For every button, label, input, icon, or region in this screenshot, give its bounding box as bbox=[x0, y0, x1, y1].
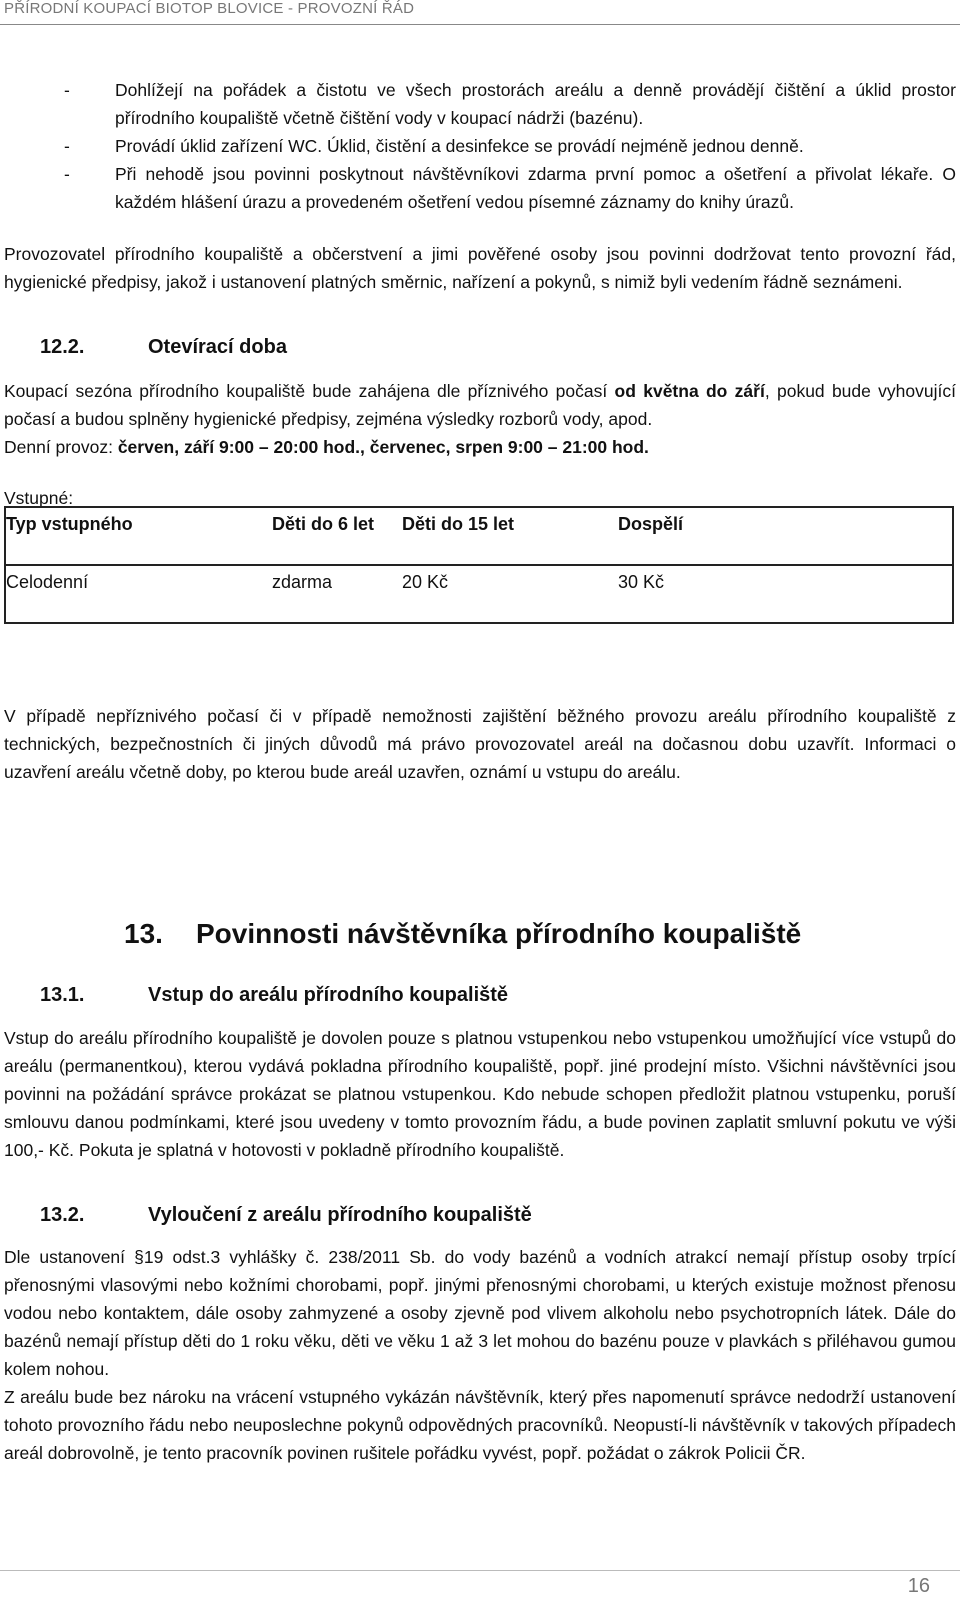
expulsion-paragraph: Z areálu bude bez nároku na vrácení vstupného vykázán návštěvník, který přes napomenutí správce nedodrží ustanovení tohoto provozního řádu nebo neuposlechne pokynů odpovědných pracovníků. Neopustí-li návštěvník v takových případech areál dobrovolně, je tento pracovník povinen rušitele pořádku vyvést, popř. požádat o zákrok Policii ČR. bbox=[4, 1387, 956, 1463]
section-number: 13.2. bbox=[40, 1204, 85, 1226]
bullet-list bbox=[0, 76, 956, 216]
table-header-cell: Děti do 6 let bbox=[272, 514, 375, 534]
section-number: 12.2. bbox=[40, 336, 85, 358]
exclusion-paragraph: Dle ustanovení §19 odst.3 vyhlášky č. 238/2011 Sb. do vody bazénů a vodních atrakcí nemají přístup osoby trpící přenosnými vlasovými nebo kožními chorobami, popř. jinými přenosnými chorobami, u kterých existuje možnost přenosu vodou nebo kontaktem, dále osoby zahmyzené a osoby zjevně pod vlivem alkoholu nebo psychotropních látek. Dále do bazénů nemají přístup děti do 1 roku věku, děti ve věku 1 až 3 let mohou do bazénu pouze v plavkách s přiléhavou gumou kolem nohou. bbox=[4, 1247, 956, 1379]
daily-hours-label: Denní provoz: bbox=[4, 437, 118, 457]
entry-paragraph: Vstup do areálu přírodního koupaliště je dovolen pouze s platnou vstupenkou nebo vstupenkou umožňující více vstupů do areálu (permanentkou), kterou vydává pokladna přírodního koupaliště, popř. jiné prodejní místo. Všichni návštěvníci jsou povinni na požádání správce prokázat se platnou vstupenkou. Kdo nebude schopen předložit platnou vstupenku, poruší smlouvu danou podmínkami, které jsou uvedeny v tomto provozním řádu, a bude povinen zaplatit smluvní pokutu ve výši 100,- Kč. Pokuta je splatná v hotovosti v pokladně přírodního koupaliště. bbox=[4, 1028, 956, 1160]
header-rule bbox=[0, 24, 960, 25]
season-text-continued: , pokud bude vyhovující počasí a budou splněny hygienické předpisy, zejména výsledky rozborů vody, apod. bbox=[4, 381, 956, 429]
table-cell: 20 Kč bbox=[402, 572, 449, 592]
table-header-cell: Dospělí bbox=[618, 514, 684, 534]
daily-hours-line bbox=[4, 433, 956, 461]
season-paragraph bbox=[4, 377, 956, 433]
list-item bbox=[0, 160, 956, 216]
table-header-row bbox=[6, 508, 952, 566]
table-cell: zdarma bbox=[272, 572, 333, 592]
section-number: 13.1. bbox=[40, 984, 85, 1006]
table-header-cell: Typ vstupného bbox=[6, 514, 133, 534]
section-title: Vstup do areálu přírodního koupaliště bbox=[148, 984, 509, 1006]
section-title: Otevírací doba bbox=[148, 336, 287, 358]
list-item bbox=[0, 132, 956, 160]
weather-paragraph: V případě nepříznivého počasí či v případě nemožnosti zajištění běžného provozu areálu přírodního koupaliště z technických, bezpečnostních či jiných důvodů má právo provozovatel areál na dočasnou dobu uzavřít. Informaci o uzavření areálu včetně doby, po kterou bude areál uzavřen, oznámí u vstupu do areálu. bbox=[4, 706, 956, 782]
season-text: Koupací sezóna přírodního koupaliště bude zahájena dle příznivého počasí bbox=[4, 381, 615, 401]
daily-hours-value: červen, září 9:00 – 20:00 hod., červenec, srpen 9:00 – 21:00 hod. bbox=[117, 437, 649, 457]
page-number: 16 bbox=[907, 1575, 930, 1597]
admission-table bbox=[4, 506, 954, 624]
chapter-title: Povinnosti návštěvníka přírodního koupaliště bbox=[196, 918, 802, 949]
season-months: od května do září bbox=[614, 381, 765, 401]
bullet-dash: - bbox=[64, 80, 70, 100]
bullet-text: Dohlížejí na pořádek a čistotu ve všech prostorách areálu a denně provádějí čištění a úklid prostor přírodního koupaliště včetně čištění vody v koupací nádrži (bazénu). bbox=[115, 80, 956, 128]
chapter-number: 13. bbox=[124, 918, 163, 949]
table-cell: 30 Kč bbox=[618, 572, 665, 592]
list-item bbox=[0, 76, 956, 132]
table-row bbox=[6, 566, 952, 622]
table-header-cell: Děti do 15 let bbox=[402, 514, 515, 534]
table-cell: Celodenní bbox=[6, 572, 89, 592]
bullet-text: Provádí úklid zařízení WC. Úklid, čistění a desinfekce se provádí nejméně jednou denně. bbox=[115, 136, 804, 156]
admission-label: Vstupné: bbox=[4, 488, 74, 508]
chapter-heading-13 bbox=[124, 918, 944, 950]
bullet-text: Při nehodě jsou povinni poskytnout návštěvníkovi zdarma první pomoc a ošetření a přivolat lékaře. O každém hlášení úrazu a provedeném ošetření vedou písemné záznamy do knihy úrazů. bbox=[115, 164, 956, 212]
footer-rule bbox=[0, 1570, 960, 1571]
section-title: Vyloučení z areálu přírodního koupaliště bbox=[148, 1204, 532, 1226]
operator-paragraph: Provozovatel přírodního koupaliště a občerstvení a jimi pověřené osoby jsou povinni dodržovat tento provozní řád, hygienické předpisy, jakož i ustanovení platných směrnic, nařízení a pokynů, s nimiž byli vedením řádně seznámeni. bbox=[4, 244, 956, 292]
running-header: PŘÍRODNÍ KOUPACÍ BIOTOP BLOVICE - PROVOZNÍ ŘÁD bbox=[4, 0, 415, 17]
bullet-dash: - bbox=[64, 136, 70, 156]
bullet-dash: - bbox=[64, 164, 70, 184]
